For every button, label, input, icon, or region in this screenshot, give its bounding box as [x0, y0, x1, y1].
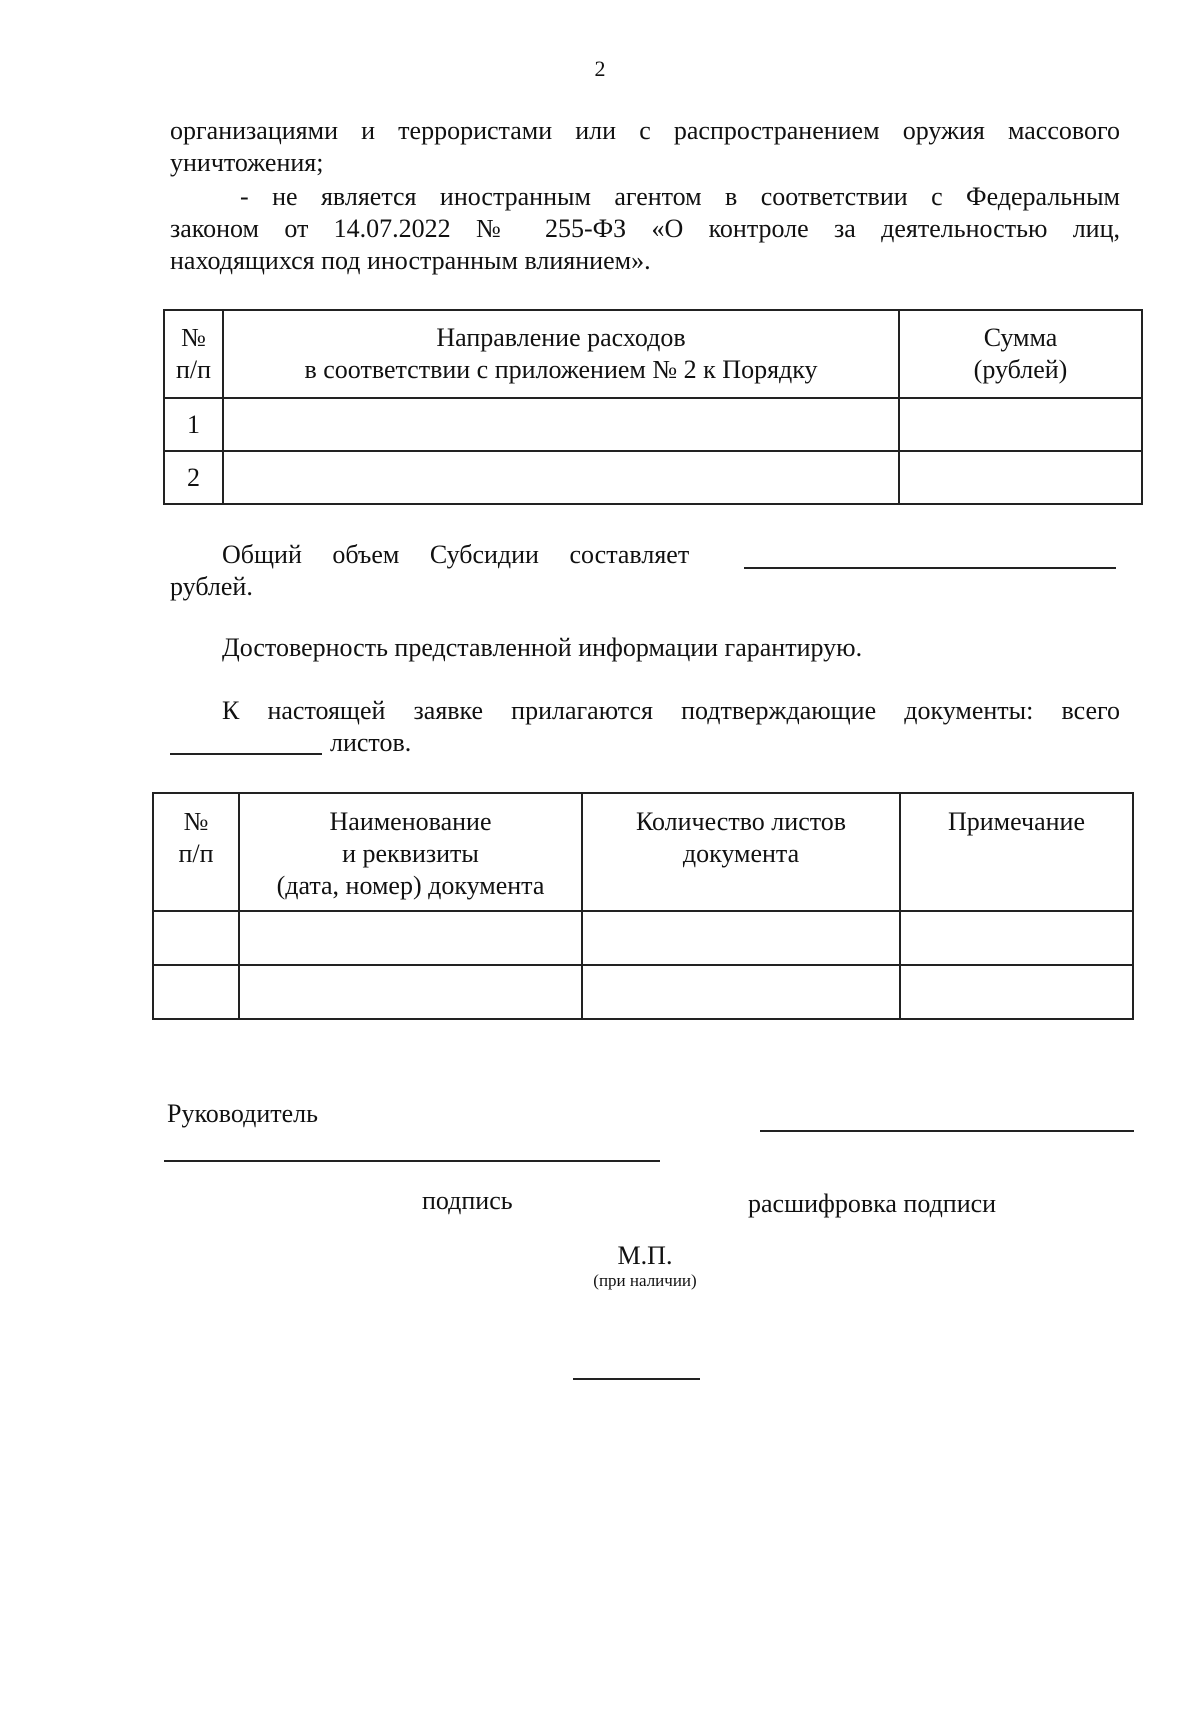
subsidy-amount-blank[interactable]: [744, 567, 1116, 569]
header-line: Количество листов: [635, 807, 847, 836]
header-line: в соответствии с приложением № 2 к Порядку: [304, 355, 818, 384]
intro-line-1: организациями и террористами или с распространением оружия массового: [170, 116, 1120, 145]
header-line: (дата, номер) документа: [276, 871, 545, 900]
amount-cell[interactable]: [899, 451, 1142, 504]
expense-direction-cell[interactable]: [223, 398, 899, 451]
header-line: Направление расходов: [436, 323, 686, 352]
table-row: [153, 965, 1133, 1019]
row-number-cell: 1: [164, 398, 223, 451]
subsidy-label: Общий объем Субсидии составляет: [222, 540, 690, 569]
header-number: [153, 793, 239, 911]
page-number: 2: [594, 56, 606, 81]
documents-table: [152, 792, 1134, 1020]
header-line: №: [183, 807, 209, 836]
seal-label: М.П.: [617, 1241, 673, 1270]
intro-line-5: находящихся под иностранным влиянием».: [170, 246, 651, 275]
role-label: Руководитель: [167, 1099, 318, 1128]
intro-line-2: уничтожения;: [170, 148, 324, 177]
sheet-count-cell[interactable]: [582, 965, 900, 1019]
intro-paragraph: [170, 115, 1120, 179]
header-note: [900, 793, 1133, 911]
intro-line-4: законом от 14.07.2022 № 255-ФЗ «О контроле за деятельностью лиц,: [170, 214, 1120, 243]
expenses-table: [163, 309, 1143, 505]
header-line: №: [181, 323, 206, 352]
table-header-row: [153, 793, 1133, 911]
intro-line-3: - не является иностранным агентом в соответствии с Федеральным: [240, 182, 1120, 211]
header-number: [164, 310, 223, 398]
header-line: Наименование: [329, 807, 492, 836]
seal-note: (при наличии): [593, 1271, 697, 1290]
header-line: Примечание: [947, 807, 1086, 836]
decoding-blank[interactable]: [760, 1130, 1134, 1132]
amount-cell[interactable]: [899, 398, 1142, 451]
header-line: п/п: [178, 839, 214, 868]
header-line: п/п: [175, 355, 212, 384]
document-name-cell[interactable]: [239, 911, 582, 965]
row-number-cell[interactable]: [153, 965, 239, 1019]
document-name-cell[interactable]: [239, 965, 582, 1019]
sheet-count-cell[interactable]: [582, 911, 900, 965]
end-separator: [573, 1378, 700, 1380]
subsidy-currency: рублей.: [170, 572, 253, 601]
attachments-line-2: листов.: [330, 728, 412, 757]
row-number-cell: 2: [164, 451, 223, 504]
header-line: и реквизиты: [342, 839, 479, 868]
row-number-cell[interactable]: [153, 911, 239, 965]
header-line: документа: [682, 839, 800, 868]
header-sheet-count: [582, 793, 900, 911]
sheet-count-blank[interactable]: [170, 753, 322, 755]
guarantee-text: Достоверность представленной информации гарантирую.: [222, 633, 863, 662]
note-cell[interactable]: [900, 965, 1133, 1019]
header-line: (рублей): [973, 355, 1068, 384]
header-amount: [899, 310, 1142, 398]
decoding-caption: расшифровка подписи: [748, 1189, 997, 1218]
signature-caption: подпись: [422, 1186, 513, 1215]
table-row: [164, 451, 1142, 504]
header-line: Сумма: [983, 323, 1058, 352]
table-header-row: [164, 310, 1142, 398]
attachments-paragraph: [222, 695, 1120, 727]
table-row: [153, 911, 1133, 965]
signature-blank[interactable]: [164, 1160, 660, 1162]
foreign-agent-paragraph: [170, 181, 1120, 277]
table-row: [164, 398, 1142, 451]
header-document-name: [239, 793, 582, 911]
header-expense-direction: [223, 310, 899, 398]
expense-direction-cell[interactable]: [223, 451, 899, 504]
note-cell[interactable]: [900, 911, 1133, 965]
attachments-line-1: К настоящей заявке прилагаются подтверждающие документы: всего: [222, 696, 1120, 725]
